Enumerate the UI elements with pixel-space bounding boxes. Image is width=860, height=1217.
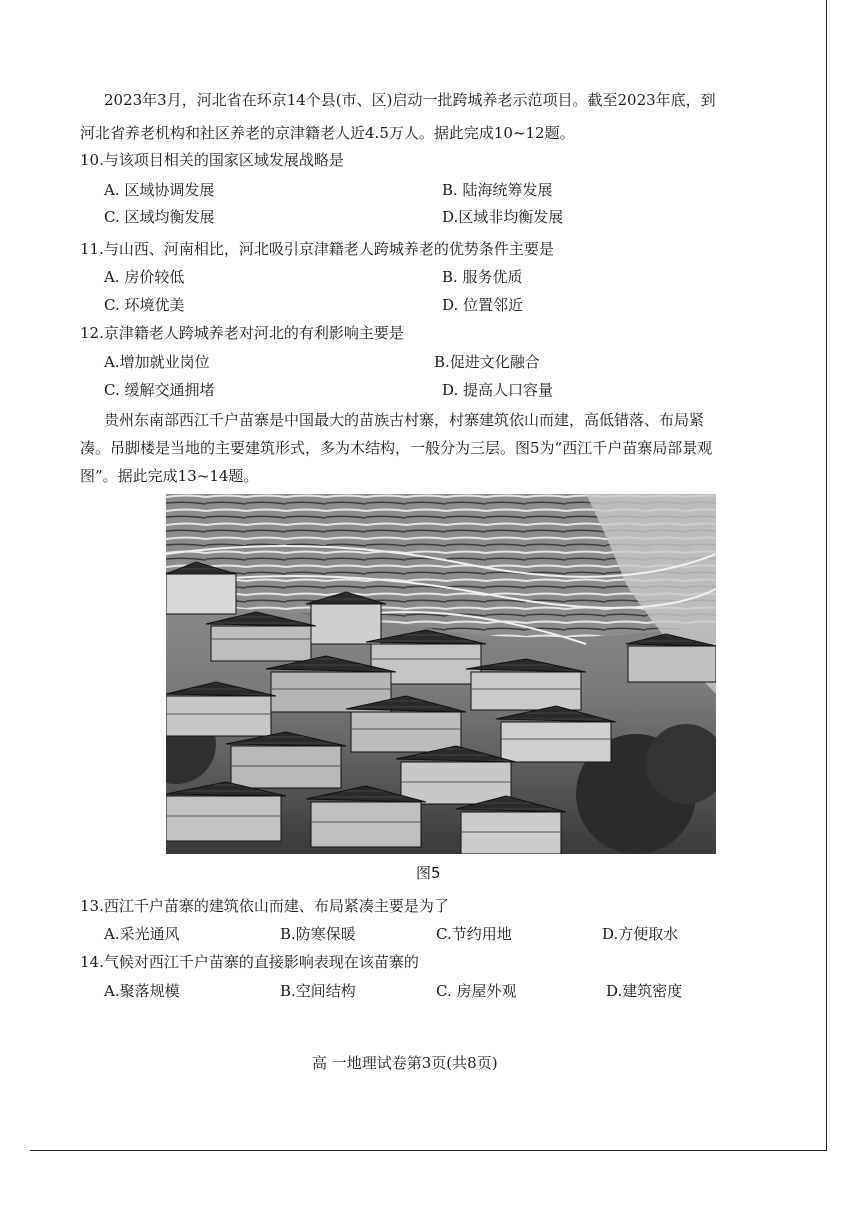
question-10-option-a: A. 区域协调发展 — [104, 181, 215, 199]
bottom-margin-line — [30, 1150, 827, 1151]
passage1-line2: 河北省养老机构和社区养老的京津籍老人近4.5万人。据此完成10~12题。 — [80, 124, 575, 142]
right-margin-line — [826, 0, 827, 1150]
passage2-line2: 凑。吊脚楼是当地的主要建筑形式，多为木结构，一般分为三层。图5为“西江千户苗寨局部景观 — [80, 439, 713, 457]
question-14-option-c: C. 房屋外观 — [436, 982, 517, 1000]
passage2-line3: 图”。据此完成13~14题。 — [80, 467, 259, 485]
question-10-option-d: D.区域非均衡发展 — [442, 208, 564, 226]
question-13-option-d: D.方便取水 — [602, 925, 679, 943]
figure-caption: 图5 — [416, 864, 441, 882]
question-10-stem: 10.与该项目相关的国家区域发展战略是 — [80, 151, 344, 169]
question-14-option-d: D.建筑密度 — [606, 982, 683, 1000]
passage1-line1: 2023年3月，河北省在环京14个县(市、区)启动一批跨城养老示范项目。截至2023年底，到 — [104, 91, 716, 109]
question-11-option-b: B. 服务优质 — [442, 268, 523, 286]
question-12-stem: 12.京津籍老人跨城养老对河北的有利影响主要是 — [80, 324, 404, 342]
question-13-stem: 13.西江千户苗寨的建筑依山而建、布局紧凑主要是为了 — [80, 897, 449, 915]
question-12-option-d: D. 提高人口容量 — [442, 381, 554, 399]
question-10-option-b: B. 陆海统筹发展 — [442, 181, 553, 199]
passage2-line1: 贵州东南部西江千户苗寨是中国最大的苗族古村寨，村寨建筑依山而建，高低错落、布局紧 — [104, 411, 705, 429]
question-11-option-a: A. 房价较低 — [104, 268, 185, 286]
village-landscape-photo — [166, 494, 716, 854]
question-10-option-c: C. 区域均衡发展 — [104, 208, 215, 226]
question-11-option-c: C. 环境优美 — [104, 296, 185, 314]
question-12-option-a: A.增加就业岗位 — [104, 353, 210, 371]
question-14-option-b: B.空间结构 — [280, 982, 356, 1000]
question-14-stem: 14.气候对西江千户苗寨的直接影响表现在该苗寨的 — [80, 953, 419, 971]
page-footer: 高 一地理试卷第3页(共8页) — [312, 1054, 498, 1072]
question-11-stem: 11.与山西、河南相比，河北吸引京津籍老人跨城养老的优势条件主要是 — [80, 240, 554, 258]
question-13-option-a: A.采光通风 — [104, 925, 180, 943]
question-12-option-c: C. 缓解交通拥堵 — [104, 381, 215, 399]
question-12-option-b: B.促进文化融合 — [434, 353, 540, 371]
question-11-option-d: D. 位置邻近 — [442, 296, 524, 314]
question-14-option-a: A.聚落规模 — [104, 982, 180, 1000]
question-13-option-b: B.防寒保暖 — [280, 925, 356, 943]
question-13-option-c: C.节约用地 — [436, 925, 512, 943]
